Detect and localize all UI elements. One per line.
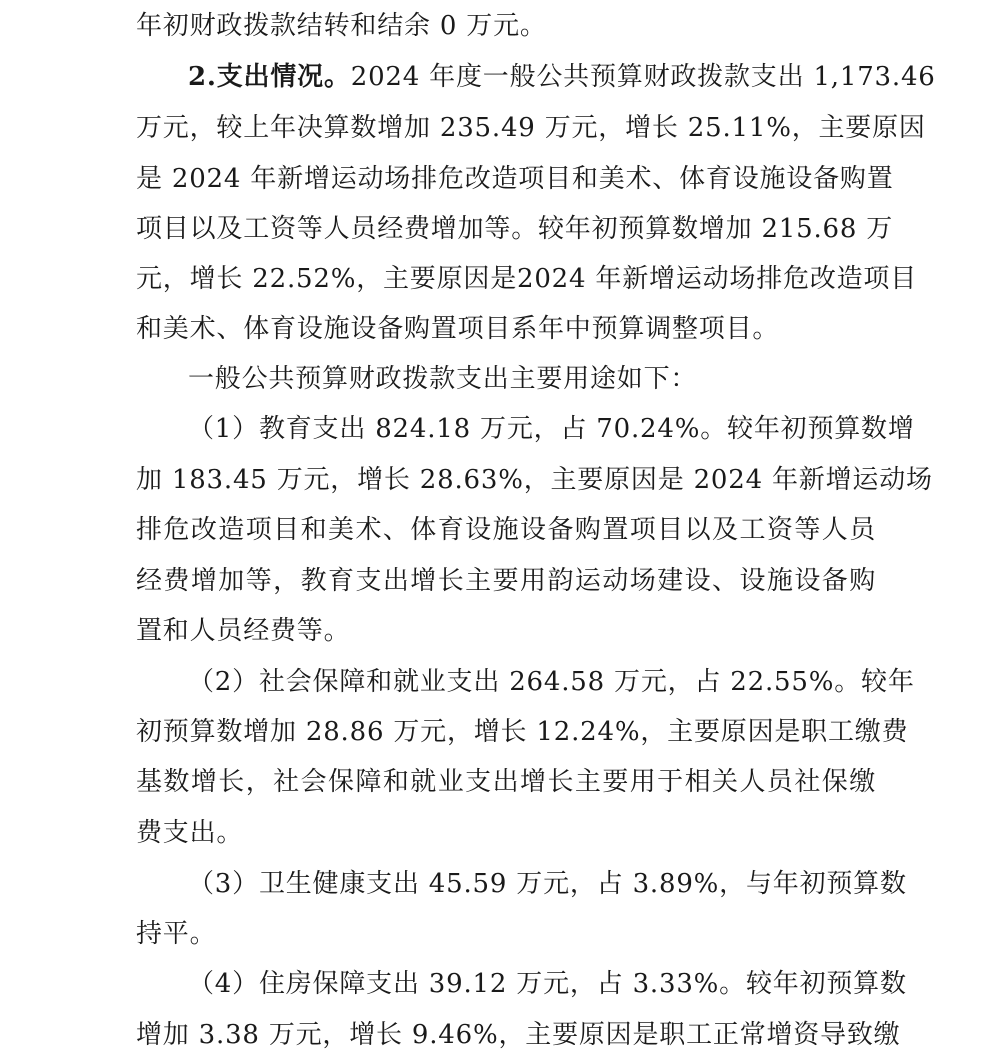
paragraph-line-7: 和美术、体育设施设备购置项目系年中预算调整项目。 <box>136 314 780 344</box>
paragraph-line-13: 置和人员经费等。 <box>136 616 351 646</box>
paragraph-line-9: （1）教育支出 824.18 万元，占 70.24%。较年初预算数增 <box>188 414 915 444</box>
paragraph-line-20: （4）住房保障支出 39.12 万元，占 3.33%。较年初预算数 <box>188 969 907 999</box>
paragraph-line-18: （3）卫生健康支出 45.59 万元，占 3.89%，与年初预算数 <box>188 869 907 899</box>
paragraph-line-5: 项目以及工资等人员经费增加等。较年初预算数增加 215.68 万 <box>136 214 894 244</box>
paragraph-line-11: 排危改造项目和美术、体育设施设备购置项目以及工资等人员 <box>136 515 876 545</box>
paragraph-line-10: 加 183.45 万元，增长 28.63%，主要原因是 2024 年新增运动场 <box>136 465 933 495</box>
paragraph-line-17: 费支出。 <box>136 818 244 848</box>
paragraph-line-8: 一般公共预算财政拨款支出主要用途如下： <box>188 364 698 394</box>
paragraph-line-16: 基数增长，社会保障和就业支出增长主要用于相关人员社保缴 <box>136 767 876 797</box>
paragraph-line-6: 元，增长 22.52%，主要原因是2024 年新增运动场排危改造项目 <box>136 264 918 294</box>
paragraph-line-12: 经费增加等，教育支出增长主要用韵运动场建设、设施设备购 <box>136 566 876 596</box>
paragraph-line-1: 年初财政拨款结转和结余 0 万元。 <box>136 11 547 41</box>
paragraph-line-4: 是 2024 年新增运动场排危改造项目和美术、体育设施设备购置 <box>136 164 894 194</box>
paragraph-line-2 <box>188 59 936 95</box>
section-heading: 2.支出情况。 <box>188 62 351 92</box>
section-text: 2024 年度一般公共预算财政拨款支出 1,173.46 <box>350 62 936 92</box>
paragraph-line-15: 初预算数增加 28.86 万元，增长 12.24%，主要原因是职工缴费 <box>136 717 909 747</box>
paragraph-line-3: 万元，较上年决算数增加 235.49 万元，增长 25.11%，主要原因 <box>136 113 926 143</box>
paragraph-line-14: （2）社会保障和就业支出 264.58 万元，占 22.55%。较年 <box>188 667 915 697</box>
paragraph-line-19: 持平。 <box>136 919 217 949</box>
paragraph-line-21: 增加 3.38 万元，增长 9.46%，主要原因是职工正常增资导致缴 <box>136 1020 901 1050</box>
